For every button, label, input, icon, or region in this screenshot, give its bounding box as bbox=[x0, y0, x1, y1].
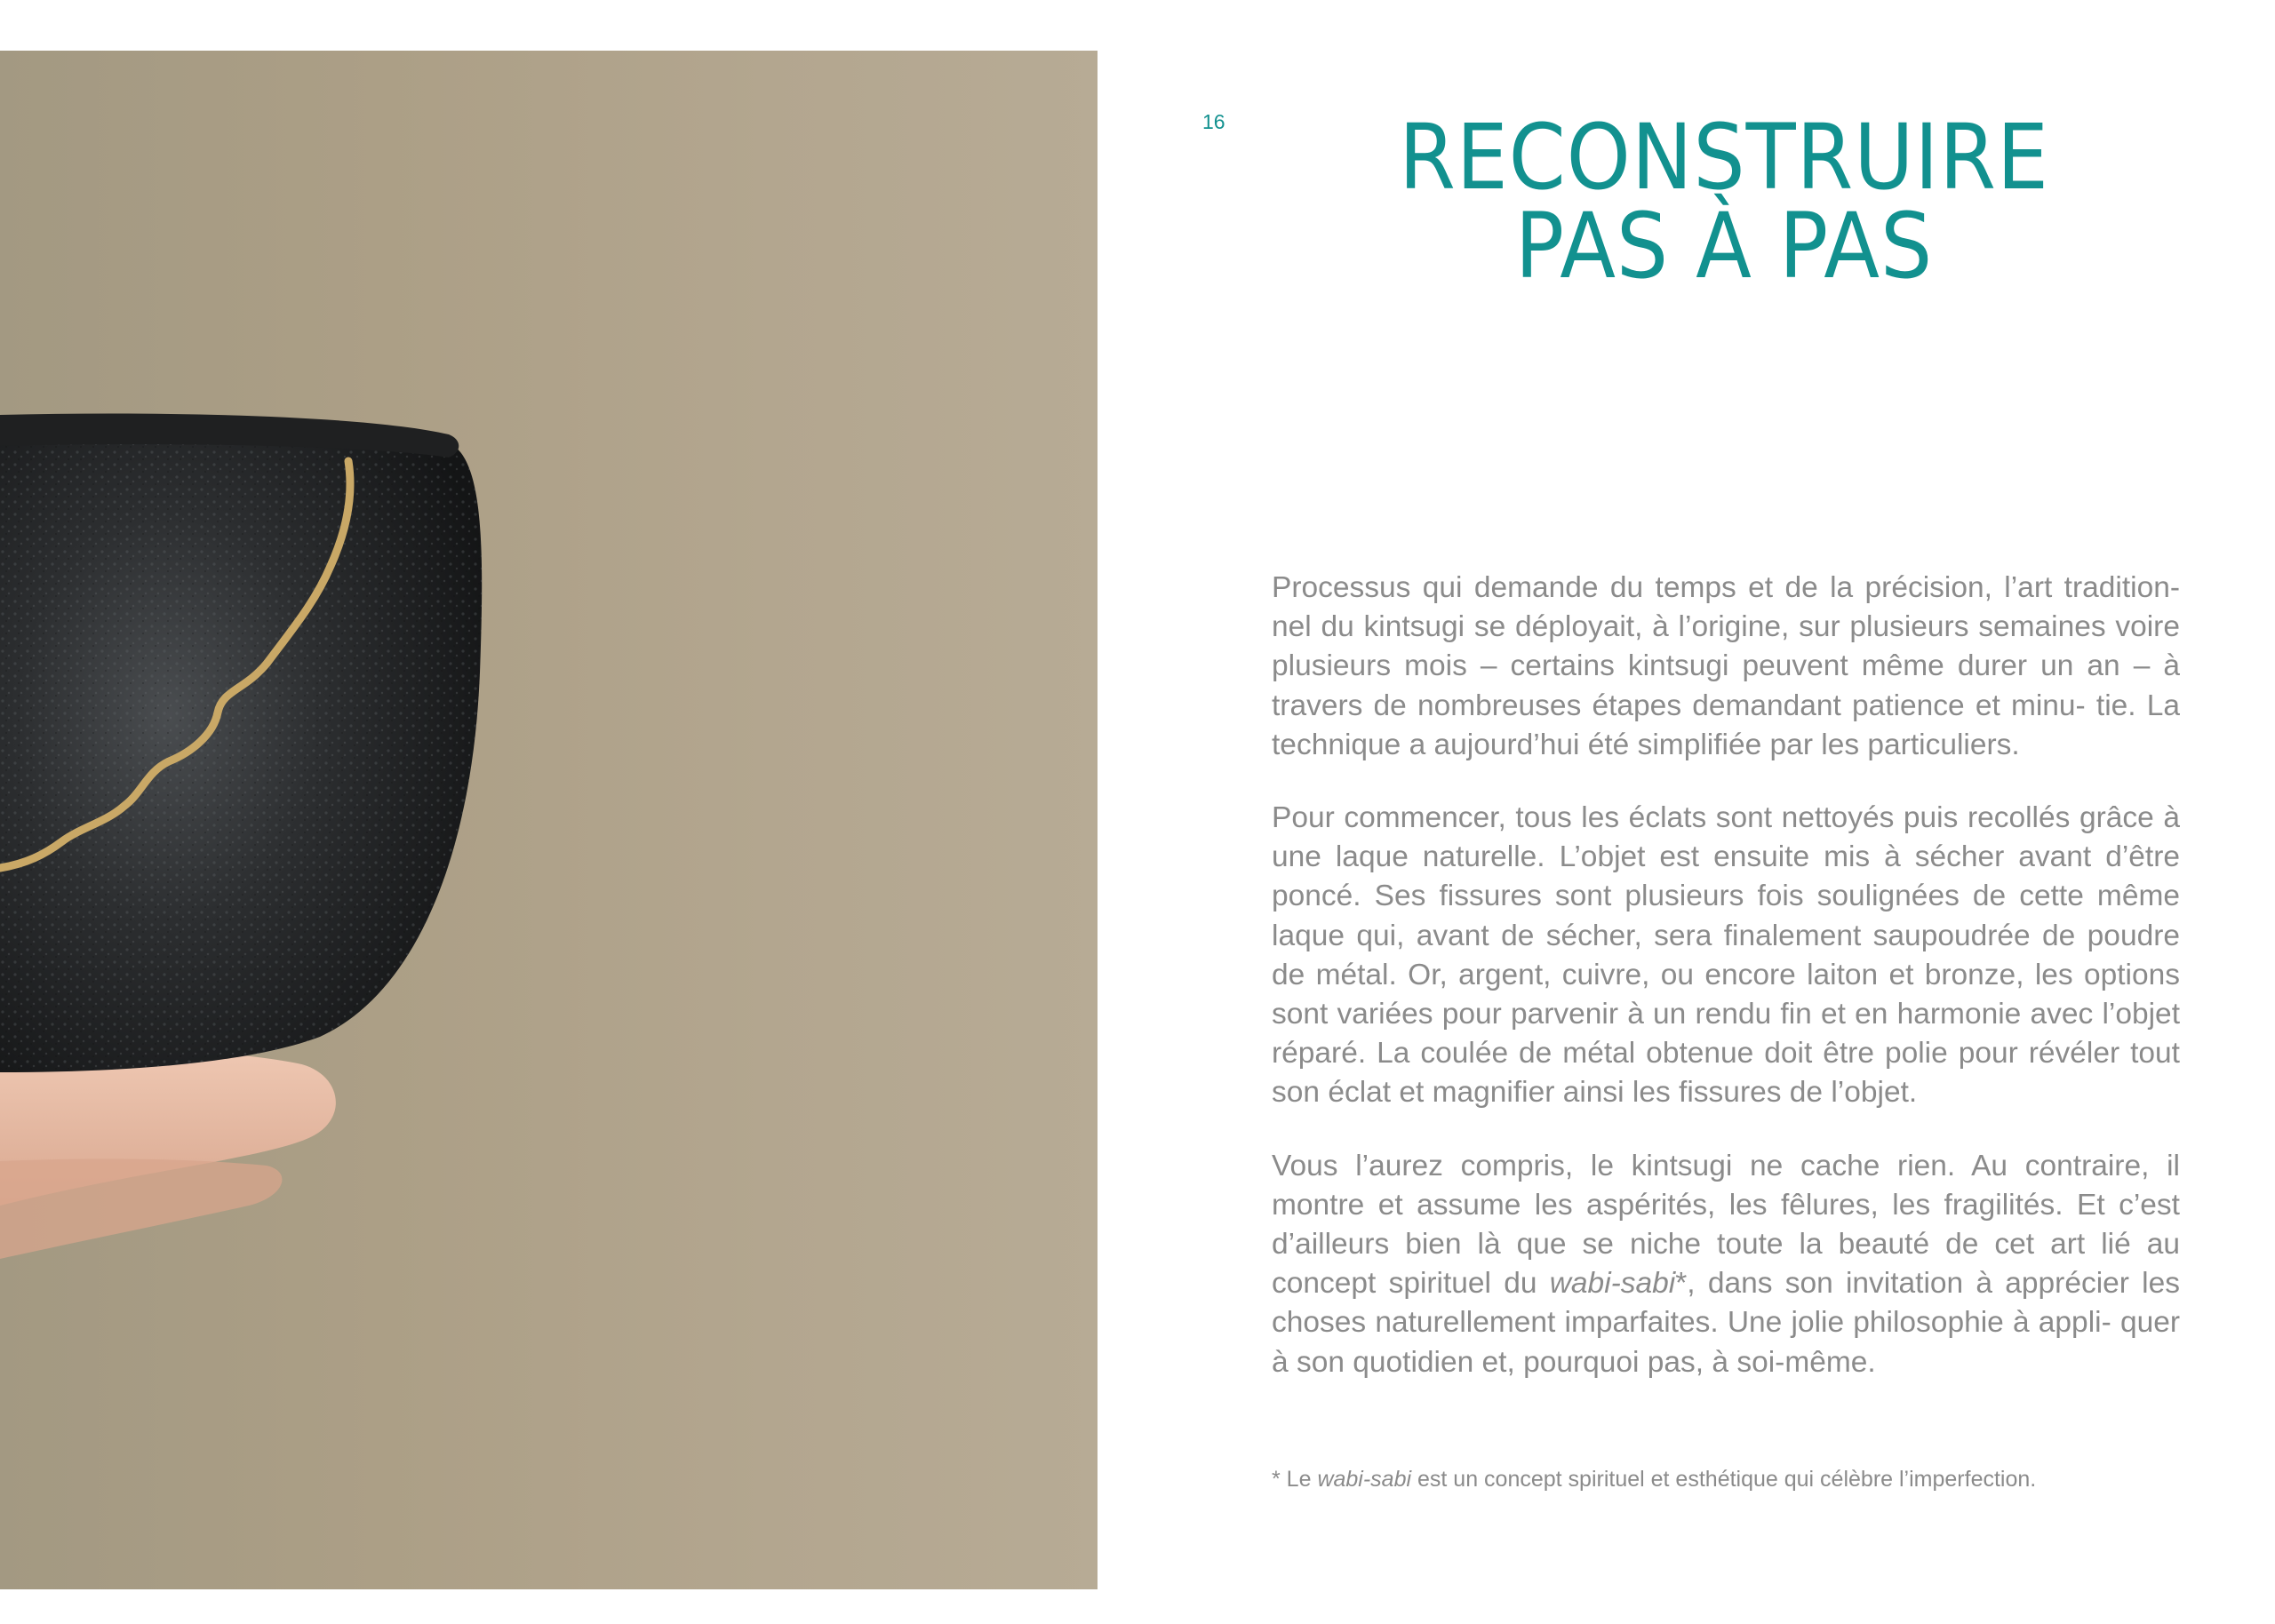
p3-line: choses naturellement imparfaites. Une jolie philosophie à appli- bbox=[1272, 1306, 2111, 1340]
footnote-text: est un concept spirituel et esthétique qui célèbre l’imperfection. bbox=[1411, 1467, 2037, 1492]
p2-line: révéler tout son éclat et magnifier ainsi les fissures de l’objet. bbox=[1272, 1037, 2180, 1110]
p1-line: voire plusieurs mois – certains kintsugi peuvent même durer un bbox=[1272, 610, 2180, 683]
paragraph-2 bbox=[1272, 799, 2180, 1113]
footnote bbox=[1272, 1466, 2249, 1493]
title-line-1: RECONSTRUIRE bbox=[1399, 105, 2049, 211]
footnote-text: * Le bbox=[1272, 1467, 1318, 1492]
article-body bbox=[1272, 569, 2180, 1416]
p3-line: quer à son quotidien et, pourquoi pas, à soi-même. bbox=[1272, 1306, 2180, 1379]
p2-line: à une laque naturelle. L’objet est ensuite mis à sécher avant d’être bbox=[1272, 801, 2180, 874]
p3-line-text: *, dans son invitation à apprécier les bbox=[1675, 1267, 2180, 1301]
paragraph-3 bbox=[1272, 1147, 2180, 1382]
p1-line: tie. La technique a aujourd’hui été simplifiée par les particuliers. bbox=[1272, 689, 2181, 761]
bowl-texture bbox=[0, 424, 482, 1072]
page-number: 16 bbox=[1202, 110, 1225, 133]
p2-line: de métal. Or, argent, cuivre, ou encore laiton et bronze, les options bbox=[1272, 958, 2180, 991]
p3-line: d’ailleurs bien là que se niche toute la beauté de cet art lié au bbox=[1272, 1228, 2180, 1262]
p2-line: laque qui, avant de sécher, sera finalement saupoudrée de poudre bbox=[1272, 919, 2180, 952]
p2-line: poncé. Ses fissures sont plusieurs fois soulignées de cette même bbox=[1272, 880, 2180, 913]
page-title bbox=[1260, 105, 2188, 299]
p3-line: Vous l’aurez compris, le kintsugi ne cache rien. Au contraire, il bbox=[1272, 1149, 2180, 1182]
kintsugi-bowl-photo bbox=[0, 51, 1098, 1589]
p3-line bbox=[1272, 1267, 2180, 1300]
p1-line: nel du kintsugi se déployait, à l’origine, sur plusieurs semaines bbox=[1272, 610, 2106, 644]
p2-line: sont variées pour parvenir à un rendu fin et en harmonie avec bbox=[1272, 998, 2094, 1031]
finger-lower-shape bbox=[0, 1159, 282, 1259]
title-line-2: PAS À PAS bbox=[1514, 194, 1934, 299]
p3-line: montre et assume les aspérités, les fêlures, les fragilités. Et c’est bbox=[1272, 1188, 2180, 1222]
p2-line: l’objet réparé. La coulée de métal obtenue doit être polie pour bbox=[1272, 998, 2180, 1071]
p1-line: Processus qui demande du temps et de la précision, l’art tradition- bbox=[1272, 571, 2180, 604]
wabi-sabi-term: wabi-sabi bbox=[1549, 1267, 1676, 1301]
p1-line: an – à travers de nombreuses étapes demandant patience et minu- bbox=[1272, 649, 2181, 722]
paragraph-1 bbox=[1272, 569, 2180, 765]
p3-line-text: concept spirituel du bbox=[1272, 1267, 1550, 1301]
p2-line: Pour commencer, tous les éclats sont nettoyés puis recollés grâce bbox=[1272, 801, 2154, 835]
bowl-illustration bbox=[0, 51, 1098, 1589]
footnote-term: wabi-sabi bbox=[1317, 1467, 1412, 1492]
